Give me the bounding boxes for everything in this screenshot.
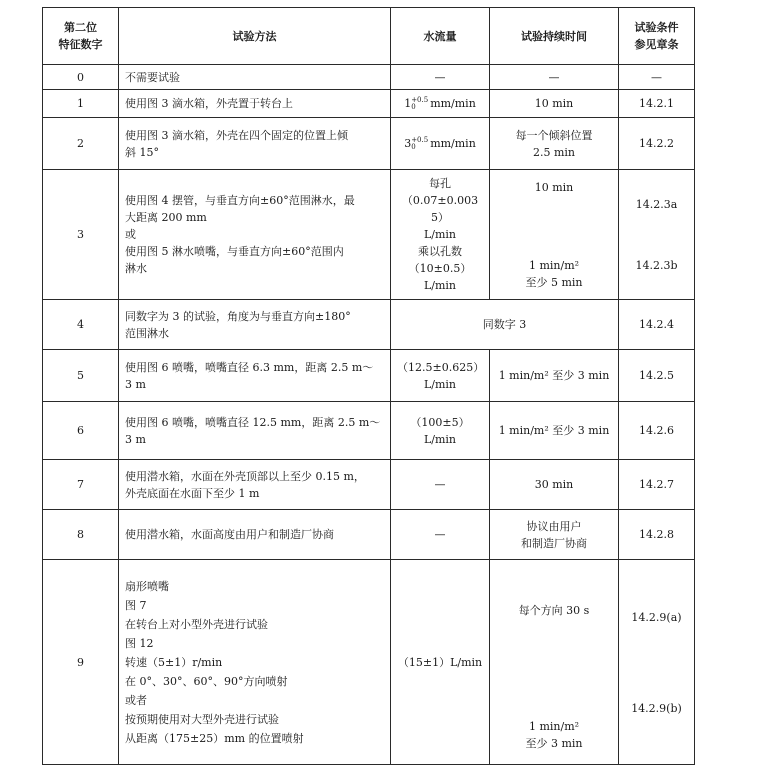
method-line: 斜 15° <box>125 145 159 159</box>
row-clause: 14.2.6 <box>619 402 695 460</box>
header-duration: 试验持续时间 <box>490 8 619 65</box>
method-line: 使用图 6 喷嘴，喷嘴直径 6.3 mm，距离 2.5 m～ <box>125 360 374 374</box>
row-duration <box>490 560 619 765</box>
method-line: 在转台上对小型外壳进行试验 <box>125 617 268 631</box>
duration-line: 协议由用户 <box>526 519 582 533</box>
table-row <box>43 350 695 402</box>
clause-line: 14.2.3b <box>635 258 678 272</box>
row-code: 8 <box>43 510 119 560</box>
row-duration: 10 min <box>490 90 619 118</box>
flow-base: 1 <box>404 97 412 110</box>
flow-line: （100±5） <box>410 415 470 429</box>
method-line: 扇形喷嘴 <box>125 579 169 593</box>
row-code: 5 <box>43 350 119 402</box>
header-code <box>43 8 119 65</box>
row-duration <box>490 170 619 300</box>
row-duration: — <box>490 65 619 90</box>
duration-line: 至少 3 min <box>525 737 583 750</box>
row-clause: 14.2.1 <box>619 90 695 118</box>
row-code: 6 <box>43 402 119 460</box>
table-row <box>43 300 695 350</box>
header-code-line-2: 特征数字 <box>58 38 103 51</box>
flow-tolerance <box>411 97 428 111</box>
row-flow: （15±1）L/min <box>391 560 490 765</box>
flow-line: （10±0.5）L/min <box>408 262 472 292</box>
row-flow <box>391 350 490 402</box>
clause-line: 14.2.3a <box>635 197 678 211</box>
tolerance-lower: 0 <box>411 143 416 151</box>
header-clause-line-2: 参见章条 <box>634 38 679 51</box>
row-method <box>119 118 391 170</box>
row-clause: 14.2.4 <box>619 300 695 350</box>
method-line: 图 12 <box>125 636 154 650</box>
row-flow: — <box>391 65 490 90</box>
row-flow <box>391 90 490 118</box>
table-row <box>43 65 695 90</box>
flow-unit: mm/min <box>430 97 476 110</box>
method-line: 使用图 6 喷嘴，喷嘴直径 12.5 mm，距离 2.5 m～ <box>125 415 381 429</box>
ip-second-digit-table <box>42 7 694 765</box>
method-line: 图 7 <box>125 598 147 612</box>
method-line: 从距离（175±25）mm 的位置喷射 <box>125 731 304 745</box>
duration-stack <box>496 602 612 752</box>
tolerance-upper: +0.5 <box>411 136 429 144</box>
row-duration: 30 min <box>490 460 619 510</box>
clause-stack <box>625 196 688 274</box>
method-line: 在 0°、30°、60°、90°方向喷射 <box>125 674 288 688</box>
method-line: 使用图 5 淋水喷嘴，与垂直方向±60°范围内 <box>125 245 344 258</box>
flow-line: L/min <box>423 377 457 391</box>
row-clause: 14.2.5 <box>619 350 695 402</box>
flow-line: （0.07±0.003 5） <box>401 194 479 224</box>
table-row <box>43 460 695 510</box>
tolerance-lower: 0 <box>411 103 416 111</box>
header-clause <box>619 8 695 65</box>
row-duration <box>490 510 619 560</box>
row-code: 7 <box>43 460 119 510</box>
table-row <box>43 90 695 118</box>
duration-line: 1 min/m² <box>528 258 580 272</box>
row-code: 9 <box>43 560 119 765</box>
flow-unit: mm/min <box>430 137 476 150</box>
row-duration <box>490 118 619 170</box>
row-merged-flow-duration: 同数字 3 <box>391 300 619 350</box>
table-row <box>43 402 695 460</box>
clause-line: 14.2.9(a) <box>631 611 682 624</box>
row-clause: 14.2.7 <box>619 460 695 510</box>
flow-line: L/min <box>423 228 457 241</box>
header-method: 试验方法 <box>119 8 391 65</box>
duration-line: 每一个倾斜位置 <box>515 128 593 142</box>
method-line: 3 m <box>125 432 146 446</box>
test-table <box>42 7 695 765</box>
row-flow <box>391 170 490 300</box>
duration-line: 10 min <box>534 180 574 194</box>
duration-line: 至少 5 min <box>525 275 583 289</box>
duration-line: 和制造厂协商 <box>521 536 587 550</box>
row-method <box>119 300 391 350</box>
duration-line: 每个方向 30 s <box>518 604 590 617</box>
row-method <box>119 170 391 300</box>
row-code: 0 <box>43 65 119 90</box>
method-line: 大距离 200 mm <box>125 211 207 224</box>
row-code: 4 <box>43 300 119 350</box>
row-clause <box>619 560 695 765</box>
method-line: 3 m <box>125 377 146 391</box>
method-line: 按预期使用对大型外壳进行试验 <box>125 712 279 726</box>
duration-line: 2.5 min <box>532 145 576 159</box>
flow-tolerance <box>411 137 428 151</box>
flow-base: 3 <box>404 137 412 150</box>
row-method <box>119 350 391 402</box>
method-line: 或者 <box>125 693 147 707</box>
row-code: 1 <box>43 90 119 118</box>
row-flow <box>391 402 490 460</box>
duration-stack <box>496 179 612 291</box>
header-clause-line-1: 试验条件 <box>634 21 679 34</box>
row-method: 不需要试验 <box>119 65 391 90</box>
header-code-line-1: 第二位 <box>64 21 97 34</box>
method-line: 或 <box>125 228 136 241</box>
method-line: 使用图 3 滴水箱，外壳在四个固定的位置上倾 <box>125 128 348 142</box>
row-clause: 14.2.8 <box>619 510 695 560</box>
clause-line: 14.2.9(b) <box>631 702 682 715</box>
header-flow: 水流量 <box>391 8 490 65</box>
row-method: 使用图 3 滴水箱，外壳置于转台上 <box>119 90 391 118</box>
row-duration: 1 min/m² 至少 3 min <box>490 350 619 402</box>
table-row <box>43 170 695 300</box>
method-line: 外壳底面在水面下至少 1 m <box>125 486 260 500</box>
flow-line: 乘以孔数 <box>418 245 462 258</box>
row-clause: 14.2.2 <box>619 118 695 170</box>
row-clause <box>619 170 695 300</box>
duration-line: 1 min/m² <box>528 720 580 733</box>
tolerance-upper: +0.5 <box>411 96 429 104</box>
duration-bottom <box>496 718 612 752</box>
row-flow <box>391 118 490 170</box>
row-code: 2 <box>43 118 119 170</box>
header-row <box>43 8 695 65</box>
row-clause: — <box>619 65 695 90</box>
table-row <box>43 560 695 765</box>
method-line: 使用图 4 摆管，与垂直方向±60°范围淋水，最 <box>125 194 355 207</box>
table-row <box>43 510 695 560</box>
method-line: 范围淋水 <box>125 326 169 340</box>
method-line: 使用潜水箱，水面在外壳顶部以上至少 0.15 m， <box>125 469 365 483</box>
row-code: 3 <box>43 170 119 300</box>
row-method <box>119 402 391 460</box>
row-method: 使用潜水箱，水面高度由用户和制造厂协商 <box>119 510 391 560</box>
row-method <box>119 460 391 510</box>
row-method <box>119 560 391 765</box>
flow-line: L/min <box>423 432 457 446</box>
flow-line: 每孔 <box>429 177 451 190</box>
duration-bottom <box>496 257 612 291</box>
method-line: 转速（5±1）r/min <box>125 655 223 669</box>
row-flow: — <box>391 510 490 560</box>
table-row <box>43 118 695 170</box>
method-line: 淋水 <box>125 262 147 275</box>
row-duration: 1 min/m² 至少 3 min <box>490 402 619 460</box>
row-flow: — <box>391 460 490 510</box>
clause-stack <box>625 609 688 717</box>
flow-line: （12.5±0.625） <box>397 360 485 374</box>
method-line: 同数字为 3 的试验，角度为与垂直方向±180° <box>125 309 351 323</box>
